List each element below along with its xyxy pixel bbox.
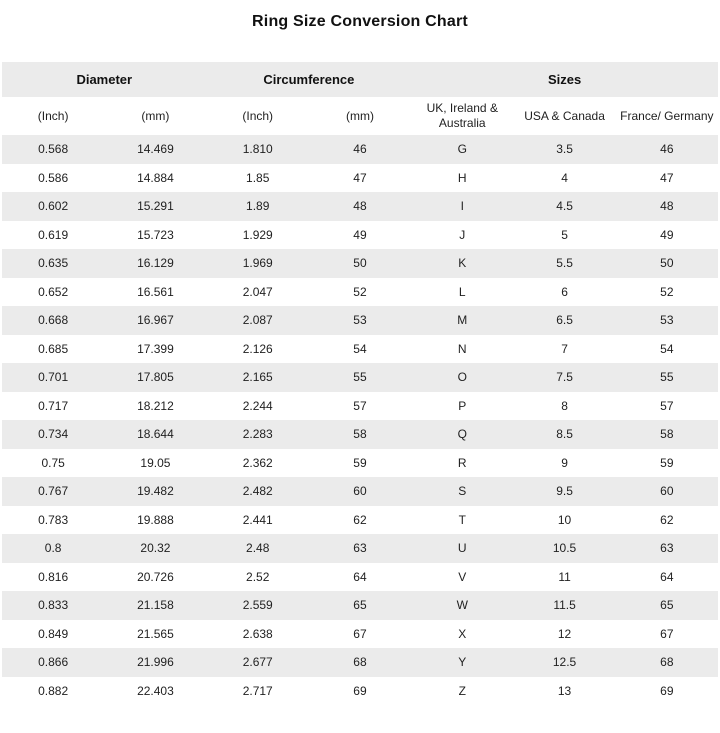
table-cell: 1.969 — [242, 256, 273, 271]
table-cell: 0.882 — [38, 683, 69, 698]
table-cell: 3.5 — [556, 142, 573, 157]
table-cell: 0.8 — [44, 541, 62, 556]
table-cell: 0.668 — [38, 313, 69, 328]
table-cell: 12 — [557, 626, 572, 641]
table-cell: 17.805 — [137, 370, 174, 385]
table-cell: 52 — [660, 284, 674, 299]
table-cell: 18.644 — [137, 427, 174, 442]
table-cell: 9 — [561, 455, 568, 470]
table-cell: 15.723 — [137, 227, 174, 242]
table-cell: 2.717 — [242, 683, 273, 698]
table-cell: 6 — [561, 284, 568, 299]
table-cell: 46 — [353, 142, 367, 157]
table-cell: 2.283 — [242, 427, 273, 442]
table-cell: 59 — [660, 455, 674, 470]
table-cell: 19.482 — [137, 484, 174, 499]
table-row — [2, 249, 718, 278]
table-cell: 8.5 — [556, 427, 573, 442]
table-cell: 2.48 — [246, 541, 270, 556]
table-cell: 47 — [660, 170, 674, 185]
table-cell: 0.602 — [38, 199, 69, 214]
table-cell: M — [457, 313, 468, 328]
table-row — [2, 648, 718, 677]
table-cell: 48 — [660, 199, 674, 214]
column-header-circumference-inch: (Inch) — [207, 97, 309, 135]
table-cell: 62 — [353, 512, 367, 527]
table-cell: 69 — [660, 683, 674, 698]
table-cell: 60 — [353, 484, 367, 499]
table-cell: 19.888 — [137, 512, 174, 527]
table-cell: 1.810 — [242, 142, 273, 157]
table-cell: 58 — [660, 427, 674, 442]
table-cell: 50 — [660, 256, 674, 271]
table-cell: 8 — [561, 398, 568, 413]
table-cell: 0.619 — [38, 227, 69, 242]
table-cell: 0.849 — [38, 626, 69, 641]
column-header-france-germany: France/ Germany — [616, 97, 718, 135]
table-cell: 52 — [353, 284, 367, 299]
table-cell: 21.565 — [137, 626, 174, 641]
table-cell: 2.087 — [242, 313, 273, 328]
table-row — [2, 363, 718, 392]
table-cell: V — [458, 569, 467, 584]
table-cell: 2.441 — [242, 512, 273, 527]
table-cell: G — [457, 142, 467, 157]
table-cell: 7.5 — [556, 370, 573, 385]
table-cell: 58 — [353, 427, 367, 442]
table-cell: 0.866 — [38, 655, 69, 670]
table-cell: 57 — [660, 398, 674, 413]
table-cell: 19.05 — [140, 455, 171, 470]
table-cell: 60 — [660, 484, 674, 499]
table-cell: Q — [457, 427, 467, 442]
table-cell: 10.5 — [552, 541, 577, 556]
column-header-diameter-mm: (mm) — [104, 97, 206, 135]
table-cell: 69 — [353, 683, 367, 698]
table-cell: 0.75 — [41, 455, 65, 470]
table-cell: 16.129 — [137, 256, 174, 271]
table-cell: 2.52 — [246, 569, 270, 584]
table-row — [2, 192, 718, 221]
column-header-uk-ireland-australia: UK, Ireland & Australia — [411, 97, 513, 135]
table-cell: 0.816 — [38, 569, 69, 584]
table-cell: 0.767 — [38, 484, 69, 499]
table-cell: 0.685 — [38, 341, 69, 356]
table-cell: 22.403 — [137, 683, 174, 698]
table-cell: 48 — [353, 199, 367, 214]
table-cell: N — [457, 341, 467, 356]
table-row — [2, 135, 718, 164]
table-row — [2, 677, 718, 706]
table-cell: 11.5 — [553, 598, 576, 613]
table-cell: 62 — [660, 512, 674, 527]
table-row — [2, 563, 718, 592]
table-cell: 21.996 — [137, 655, 174, 670]
table-cell: 9.5 — [556, 484, 573, 499]
column-header-usa-canada: USA & Canada — [513, 97, 615, 135]
table-cell: 5.5 — [556, 256, 573, 271]
table-group-header-row — [2, 62, 718, 97]
table-row — [2, 392, 718, 421]
table-cell: 55 — [353, 370, 367, 385]
group-header-diameter: Diameter — [2, 62, 207, 97]
table-body — [2, 135, 718, 705]
table-row — [2, 164, 718, 193]
table-cell: 68 — [660, 655, 674, 670]
table-cell: 63 — [660, 541, 674, 556]
table-cell: 0.833 — [38, 598, 69, 613]
table-cell: 2.638 — [242, 626, 273, 641]
table-cell: Y — [458, 655, 467, 670]
table-cell: 1.929 — [242, 227, 273, 242]
table-cell: J — [459, 227, 466, 242]
table-cell: 53 — [660, 313, 674, 328]
table-cell: 2.244 — [242, 398, 273, 413]
table-cell: H — [457, 170, 467, 185]
table-cell: 0.717 — [38, 398, 69, 413]
table-cell: L — [458, 284, 466, 299]
table-cell: 59 — [353, 455, 367, 470]
table-cell: 20.32 — [140, 541, 171, 556]
table-cell: 2.126 — [242, 341, 273, 356]
table-row — [2, 620, 718, 649]
table-cell: 65 — [353, 598, 367, 613]
table-cell: T — [458, 512, 466, 527]
table-cell: 0.635 — [38, 256, 69, 271]
table-cell: 49 — [660, 227, 674, 242]
column-header-circumference-mm: (mm) — [309, 97, 411, 135]
table-cell: R — [457, 455, 467, 470]
table-cell: 16.561 — [137, 284, 174, 299]
table-cell: 16.967 — [137, 313, 174, 328]
table-cell: 68 — [353, 655, 367, 670]
table-cell: 15.291 — [137, 199, 174, 214]
table-cell: 2.165 — [242, 370, 273, 385]
group-header-circumference: Circumference — [207, 62, 412, 97]
table-cell: 13 — [557, 683, 572, 698]
table-cell: 53 — [353, 313, 367, 328]
table-cell: K — [458, 256, 467, 271]
table-cell: 7 — [561, 341, 568, 356]
table-cell: 14.469 — [137, 142, 174, 157]
table-cell: 11 — [558, 569, 571, 584]
table-cell: 67 — [660, 626, 674, 641]
table-cell: 1.85 — [246, 170, 270, 185]
table-cell: 50 — [353, 256, 367, 271]
table-cell: 6.5 — [556, 313, 573, 328]
table-cell: 12.5 — [552, 655, 577, 670]
table-cell: O — [457, 370, 467, 385]
table-row — [2, 335, 718, 364]
page-title: Ring Size Conversion Chart — [252, 13, 468, 30]
table-cell: 17.399 — [137, 341, 174, 356]
table-cell: 10 — [557, 512, 572, 527]
table-cell: 2.362 — [242, 455, 273, 470]
table-cell: 63 — [353, 541, 367, 556]
column-header-diameter-inch: (Inch) — [2, 97, 104, 135]
table-cell: 54 — [353, 341, 367, 356]
table-cell: 2.047 — [242, 284, 273, 299]
table-cell: U — [457, 541, 467, 556]
table-column-header-row — [2, 97, 718, 135]
table-cell: 46 — [660, 142, 674, 157]
table-row — [2, 420, 718, 449]
table-cell: 4 — [561, 170, 568, 185]
table-cell: 18.212 — [137, 398, 174, 413]
ring-size-conversion-table — [2, 62, 718, 705]
table-cell: 20.726 — [137, 569, 174, 584]
table-row — [2, 477, 718, 506]
table-row — [2, 506, 718, 535]
table-cell: 0.568 — [38, 142, 69, 157]
table-cell: 5 — [561, 227, 568, 242]
table-cell: S — [458, 484, 467, 499]
table-cell: 1.89 — [246, 199, 270, 214]
table-cell: I — [460, 199, 464, 214]
table-row — [2, 449, 718, 478]
table-cell: 67 — [353, 626, 367, 641]
table-cell: 54 — [660, 341, 674, 356]
table-cell: 55 — [660, 370, 674, 385]
table-cell: 0.701 — [38, 370, 69, 385]
table-cell: 2.677 — [242, 655, 273, 670]
table-cell: 57 — [353, 398, 367, 413]
table-cell: Z — [458, 683, 466, 698]
group-header-sizes: Sizes — [411, 62, 718, 97]
table-cell: 2.482 — [242, 484, 273, 499]
table-row — [2, 591, 718, 620]
table-cell: P — [458, 398, 467, 413]
table-cell: 47 — [353, 170, 367, 185]
table-cell: X — [458, 626, 467, 641]
table-cell: 64 — [353, 569, 367, 584]
table-row — [2, 534, 718, 563]
table-row — [2, 221, 718, 250]
table-cell: 2.559 — [242, 598, 273, 613]
table-cell: W — [456, 598, 468, 613]
table-row — [2, 306, 718, 335]
table-row — [2, 278, 718, 307]
table-cell: 4.5 — [556, 199, 573, 214]
table-cell: 64 — [660, 569, 674, 584]
table-cell: 0.586 — [38, 170, 69, 185]
table-cell: 65 — [660, 598, 674, 613]
table-cell: 21.158 — [137, 598, 174, 613]
table-cell: 0.734 — [38, 427, 69, 442]
table-cell: 49 — [353, 227, 367, 242]
table-cell: 14.884 — [137, 170, 174, 185]
table-cell: 0.783 — [38, 512, 69, 527]
table-cell: 0.652 — [38, 284, 69, 299]
